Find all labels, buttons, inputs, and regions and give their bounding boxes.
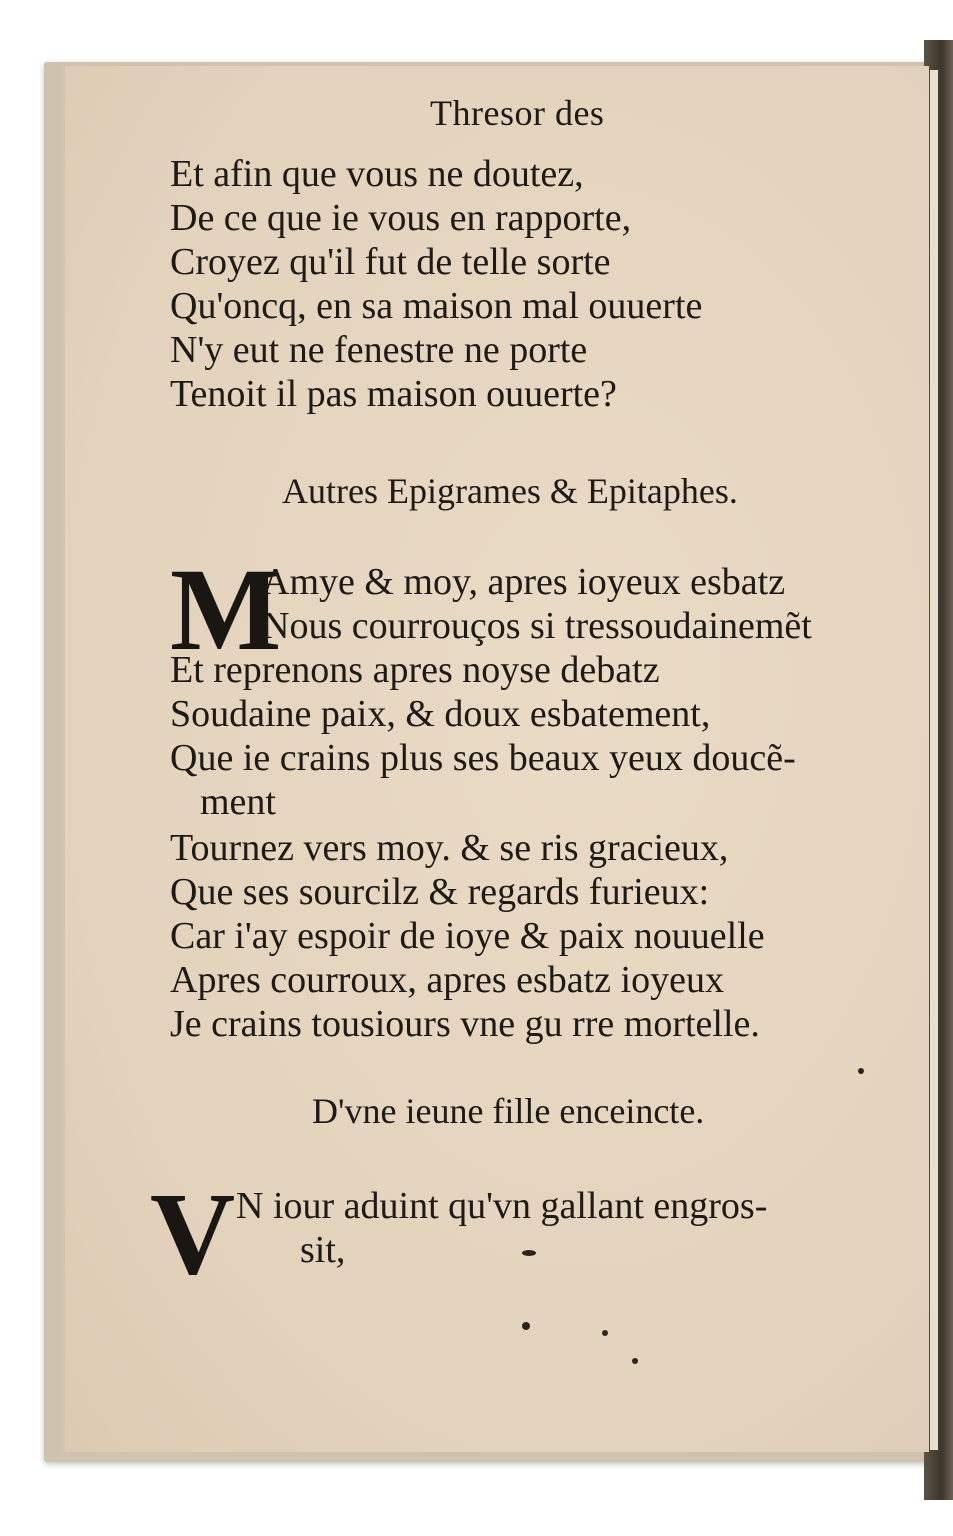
drop-cap-v: V <box>150 1168 236 1299</box>
drop-cap-m: M <box>170 544 282 675</box>
section-heading: Autres Epigrames & Epitaphes. <box>282 471 738 511</box>
verse-line: Apres courroux, apres esbatz ioyeux <box>170 959 724 1001</box>
running-head: Thresor des <box>430 93 605 133</box>
verse-line: Tenoit il pas maison ouuerte? <box>170 373 617 415</box>
verse-line: N'y eut ne fenestre ne porte <box>170 329 588 371</box>
verse-line: Qu'oncq, en sa maison mal ouuerte <box>170 285 703 327</box>
verse-line: Que ses sourcilz & regards furieux: <box>170 871 710 913</box>
ink-mark <box>858 1068 864 1074</box>
ink-mark <box>632 1358 638 1364</box>
ink-mark <box>602 1330 608 1336</box>
facing-page-edge <box>930 70 938 1450</box>
verse-line: Je crains tousiours vne gu rre mortelle. <box>170 1003 760 1045</box>
verse-line: Nous courrouços si tressoudainemẽt <box>262 605 812 647</box>
verse-line: Car i'ay espoir de ioye & paix nouuelle <box>170 915 765 957</box>
verse-line: Que ie crains plus ses beaux yeux doucẽ- <box>170 737 796 779</box>
verse-line: ment <box>200 781 276 823</box>
verse-line: De ce que ie vous en rapporte, <box>170 197 632 239</box>
verse-line: Et afin que vous ne doutez, <box>170 153 584 195</box>
verse-line: Et reprenons apres noyse debatz <box>170 649 660 691</box>
verse-line: Croyez qu'il fut de telle sorte <box>170 241 611 283</box>
verse-line: sit, <box>300 1229 346 1271</box>
section-heading-2: D'vne ieune fille enceincte. <box>312 1091 705 1131</box>
ink-mark <box>522 1250 536 1256</box>
verse-line: Amye & moy, apres ioyeux esbatz <box>262 561 786 603</box>
verse-line: Tournez vers moy. & se ris gracieux, <box>170 827 729 869</box>
verse-line: Soudaine paix, & doux esbatement, <box>170 693 711 735</box>
ink-mark <box>522 1322 530 1330</box>
verse-line: N iour aduint qu'vn gallant engros- <box>236 1185 768 1227</box>
